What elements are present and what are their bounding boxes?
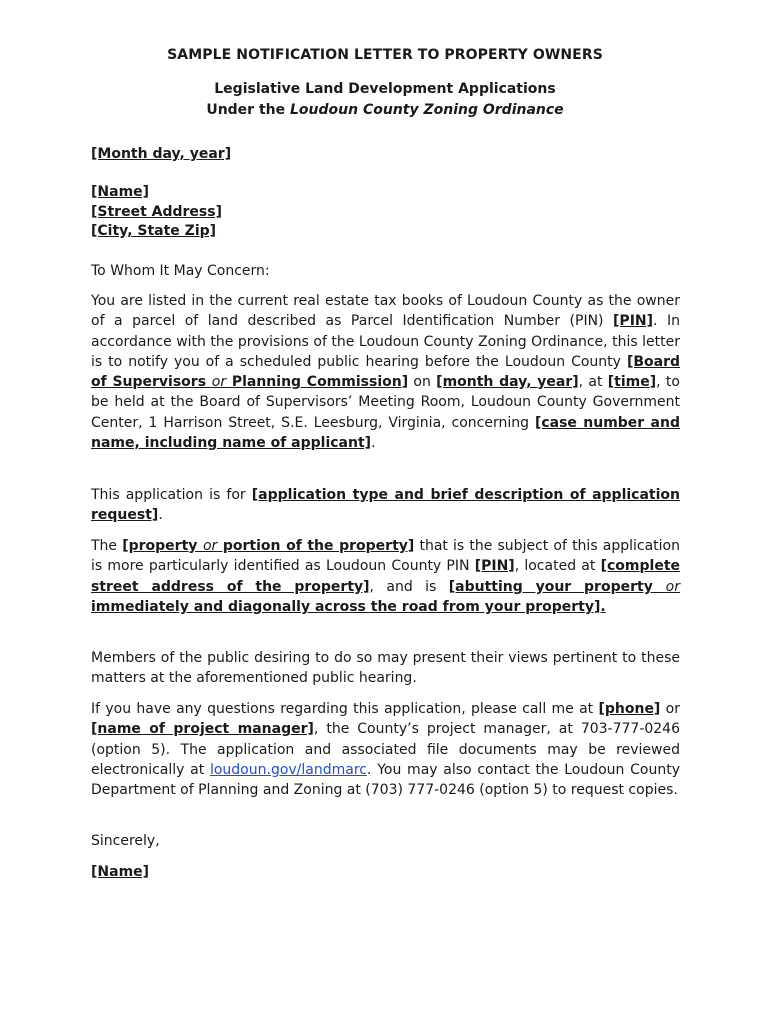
signature [91, 862, 680, 882]
p1-text-3: on [408, 374, 437, 391]
p2-text-1: This application is for [91, 487, 252, 503]
p1-text-6: . [371, 435, 376, 452]
date-field [91, 144, 680, 164]
p1-text-1: You are listed in the current real estate tax books of Loudoun County as the owner of a parcel of land described as Parcel Identification Number (PIN) [91, 293, 680, 330]
p1-text-2: . In accordance with the provisions of the Loudoun County Zoning Ordinance, this letter is to notify you of a scheduled public hearing before the Loudoun County [91, 313, 680, 370]
p3-pin-field: [PIN] [474, 558, 515, 575]
date-placeholder: [Month day, year] [91, 146, 232, 162]
p1-text-4: , at [578, 374, 608, 391]
letter-subtitle [0, 79, 770, 121]
ordinance-name: Loudoun County Zoning Ordinance [290, 102, 564, 118]
recipient-address [91, 183, 680, 242]
p3-text-4: , and is [369, 578, 449, 595]
landmarc-link[interactable]: loudoun.gov/landmarc [209, 761, 367, 778]
closing: Sincerely, [91, 833, 160, 849]
p3-text-3: , located at [514, 558, 601, 575]
p1-pin-field: [PIN] [613, 313, 654, 330]
p1-body-field: [Board of Supervisors or Planning Commission] [91, 353, 680, 391]
p3-text-1: The [91, 538, 123, 554]
letter-title: SAMPLE NOTIFICATION LETTER TO PROPERTY OWNERS [167, 47, 603, 63]
p5-text-1: If you have any questions regarding this application, please call me at [91, 701, 599, 717]
p1-date-field: [month day, year] [436, 374, 579, 391]
recipient-street: [Street Address] [91, 203, 222, 220]
salutation: To Whom It May Concern: [91, 263, 270, 279]
p2-text-2: . [158, 507, 163, 524]
p3-property-field: [property or portion of the property] [122, 538, 415, 554]
p1-case-field: [case number and name, including name of applicant] [91, 414, 680, 452]
subtitle-line-2 [0, 100, 770, 121]
paragraph-hearing-notice [91, 291, 680, 453]
paragraph-public-views: Members of the public desiring to do so may present their views pertinent to these matters at the aforementioned public hearing. [91, 650, 680, 687]
recipient-city: [City, State Zip] [91, 223, 217, 239]
p2-application-field: [application type and brief description of application request] [91, 487, 680, 524]
p5-phone-field: [phone] [598, 701, 661, 717]
p3-location-field: [abutting your property or immediately and diagonally across the road from your property]. [91, 578, 680, 615]
paragraph-property [91, 536, 680, 617]
p3-address-field: [complete street address of the property] [91, 558, 680, 595]
p3-text-2: that is the subject of this application is more particularly identified as Loudoun County PIN [91, 538, 680, 575]
p1-time-field: [time] [607, 374, 657, 391]
subtitle-line-1: Legislative Land Development Applications [214, 81, 556, 97]
p5-text-2: or [660, 701, 680, 717]
p5-text-4: . You may also contact the Loudoun County Department of Planning and Zoning at (703) 777-0246 (option 5) to request copies. [91, 761, 680, 799]
subtitle-prefix: Under the [206, 102, 290, 118]
p5-manager-field: [name of project manager] [91, 721, 314, 738]
p1-text-5: , to be held at the Board of Supervisors’ Meeting Room, Loudoun County Government Center, 1 Harrison Street, S.E. Leesburg, Virginia, concerning [91, 374, 680, 431]
paragraph-application [91, 485, 680, 526]
paragraph-contact [91, 699, 680, 800]
signature-name: [Name] [91, 864, 150, 880]
recipient-name: [Name] [91, 184, 150, 200]
p5-text-3: , the County’s project manager, at 703-777-0246 (option 5). The application and associated file documents may be reviewed electronically at [91, 721, 680, 778]
